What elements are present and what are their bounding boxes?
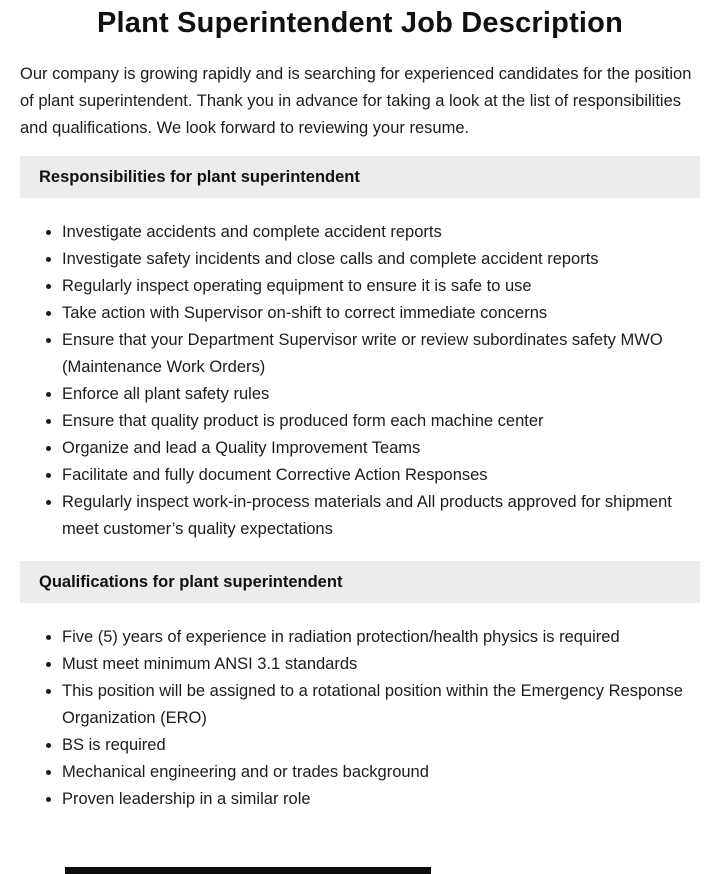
list-item: • Investigate accidents and complete accident reports	[62, 219, 700, 246]
list-item: • Ensure that your Department Supervisor write or review subordinates safety MWO (Maintenance Work Orders)	[62, 327, 700, 381]
qualifications-section	[20, 561, 700, 813]
responsibilities-heading: Responsibilities for plant superintendent	[20, 156, 700, 198]
list-item: • Ensure that quality product is produced form each machine center	[62, 408, 700, 435]
qualifications-list	[20, 624, 700, 813]
intro-paragraph: Our company is growing rapidly and is searching for experienced candidates for the position of plant superintendent. Thank you in advance for taking a look at the list of responsibilities and qualifications. We look forward to reviewing your resume.	[20, 65, 692, 137]
list-item: • Facilitate and fully document Corrective Action Responses	[62, 462, 700, 489]
list-item: • Enforce all plant safety rules	[62, 381, 700, 408]
responsibilities-list	[20, 219, 700, 543]
list-item: • Proven leadership in a similar role	[62, 786, 700, 813]
list-item: • Investigate safety incidents and close calls and complete accident reports	[62, 246, 700, 273]
job-description-page	[0, 6, 720, 813]
list-item: • Must meet minimum ANSI 3.1 standards	[62, 651, 700, 678]
list-item: • Regularly inspect work-in-process materials and All products approved for shipment meet customer’s quality expectations	[62, 489, 700, 543]
qualifications-heading: Qualifications for plant superintendent	[20, 561, 700, 603]
list-item: • Regularly inspect operating equipment to ensure it is safe to use	[62, 273, 700, 300]
list-item: • Organize and lead a Quality Improvement Teams	[62, 435, 700, 462]
page-title: Plant Superintendent Job Description	[96, 7, 624, 39]
list-item: • Mechanical engineering and or trades background	[62, 759, 700, 786]
responsibilities-section	[20, 156, 700, 543]
list-item: • This position will be assigned to a rotational position within the Emergency Response Organization (ERO)	[62, 678, 700, 732]
list-item: • Five (5) years of experience in radiation protection/health physics is required	[62, 624, 700, 651]
list-item: • BS is required	[62, 732, 700, 759]
cutoff-element-bar	[65, 867, 431, 874]
list-item: • Take action with Supervisor on-shift to correct immediate concerns	[62, 300, 700, 327]
